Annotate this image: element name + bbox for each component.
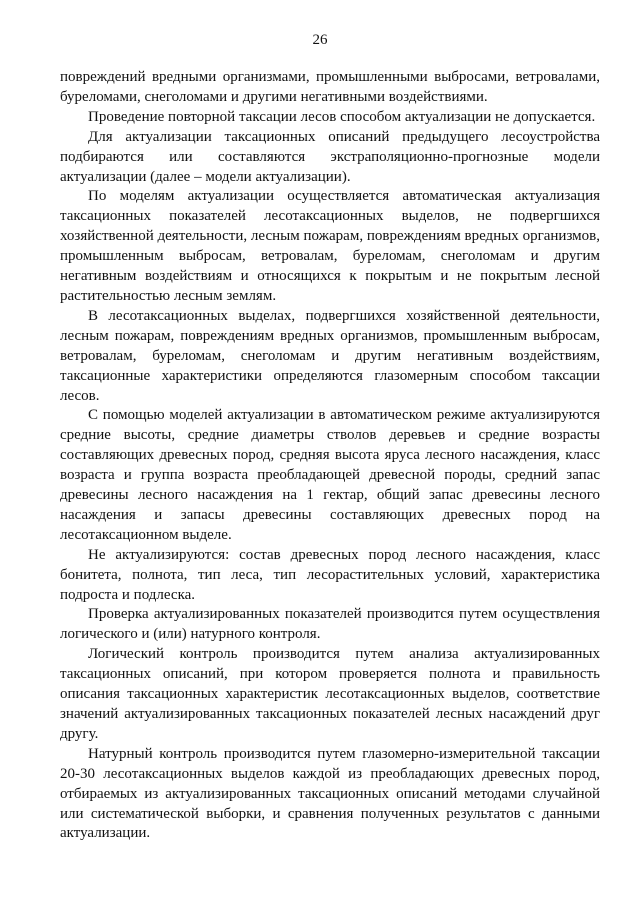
paragraph-continuation: повреждений вредными организмами, промышленными выбросами, ветровалами, буреломами, снеголомами и другими негативными воздействиями. [60, 69, 600, 105]
paragraph: С помощью моделей актуализации в автоматическом режиме актуализируются средние высоты, средние диаметры стволов деревьев и средние возрасты составляющих древесных пород, средняя высота яруса лесного насаждения, класс возраста и группа возраста преобладающей древесной породы, средний запас древесины лесного насаждения на 1 гектар, общий запас древесины лесного насаждения и запасы древесины составляющих древесных пород на лесотаксационном выделе. [60, 407, 600, 543]
paragraph: В лесотаксационных выделах, подвергшихся хозяйственной деятельности, лесным пожарам, повреждениям вредных организмов, промышленным выбросам, ветровалам, буреломам, снеголомам и другим негативным воздействиям, таксационные характеристики определяются глазомерным способом таксации лесов. [60, 307, 600, 404]
paragraph: Не актуализируются: состав древесных пород лесного насаждения, класс бонитета, полнота, тип леса, тип лесорастительных условий, характеристика подроста и подлеска. [60, 546, 600, 603]
page-number: 26 [312, 32, 328, 48]
paragraph: Проведение повторной таксации лесов способом актуализации не допускается. [88, 108, 596, 125]
paragraph: По моделям актуализации осуществляется автоматическая актуализация таксационных показателей лесотаксационных выделов, не подвергшихся хозяйственной деятельности, лесным пожарам, повреждениям вредных организмов, промышленным выбросам, ветровалам, буреломам, снеголомам и другим негативным воздействиям и относящихся к покрытым и не покрытым лесной растительностью лесным землям. [60, 188, 600, 304]
paragraph: Проверка актуализированных показателей производится путем осуществления логического и (или) натурного контроля. [60, 606, 600, 643]
paragraph: Натурный контроль производится путем глазомерно-измерительной таксации 20-30 лесотаксационных выделов каждой из преобладающих древесных пород, отбираемых из актуализированных таксационных описаний методами случайной или систематической выборки, и сравнения полученных результатов с данными актуализации. [60, 745, 600, 842]
paragraph: Логический контроль производится путем анализа актуализированных таксационных описаний, при котором проверяется полнота и правильность описания таксационных характеристик лесотаксационных выделов, соответствие значений актуализированных таксационных показателей лесных насаждений друг другу. [60, 646, 600, 742]
paragraph: Для актуализации таксационных описаний предыдущего лесоустройства подбираются или составляются экстраполяционно-прогнозные модели актуализации (далее – модели актуализации). [60, 128, 600, 185]
body-text [60, 68, 600, 844]
